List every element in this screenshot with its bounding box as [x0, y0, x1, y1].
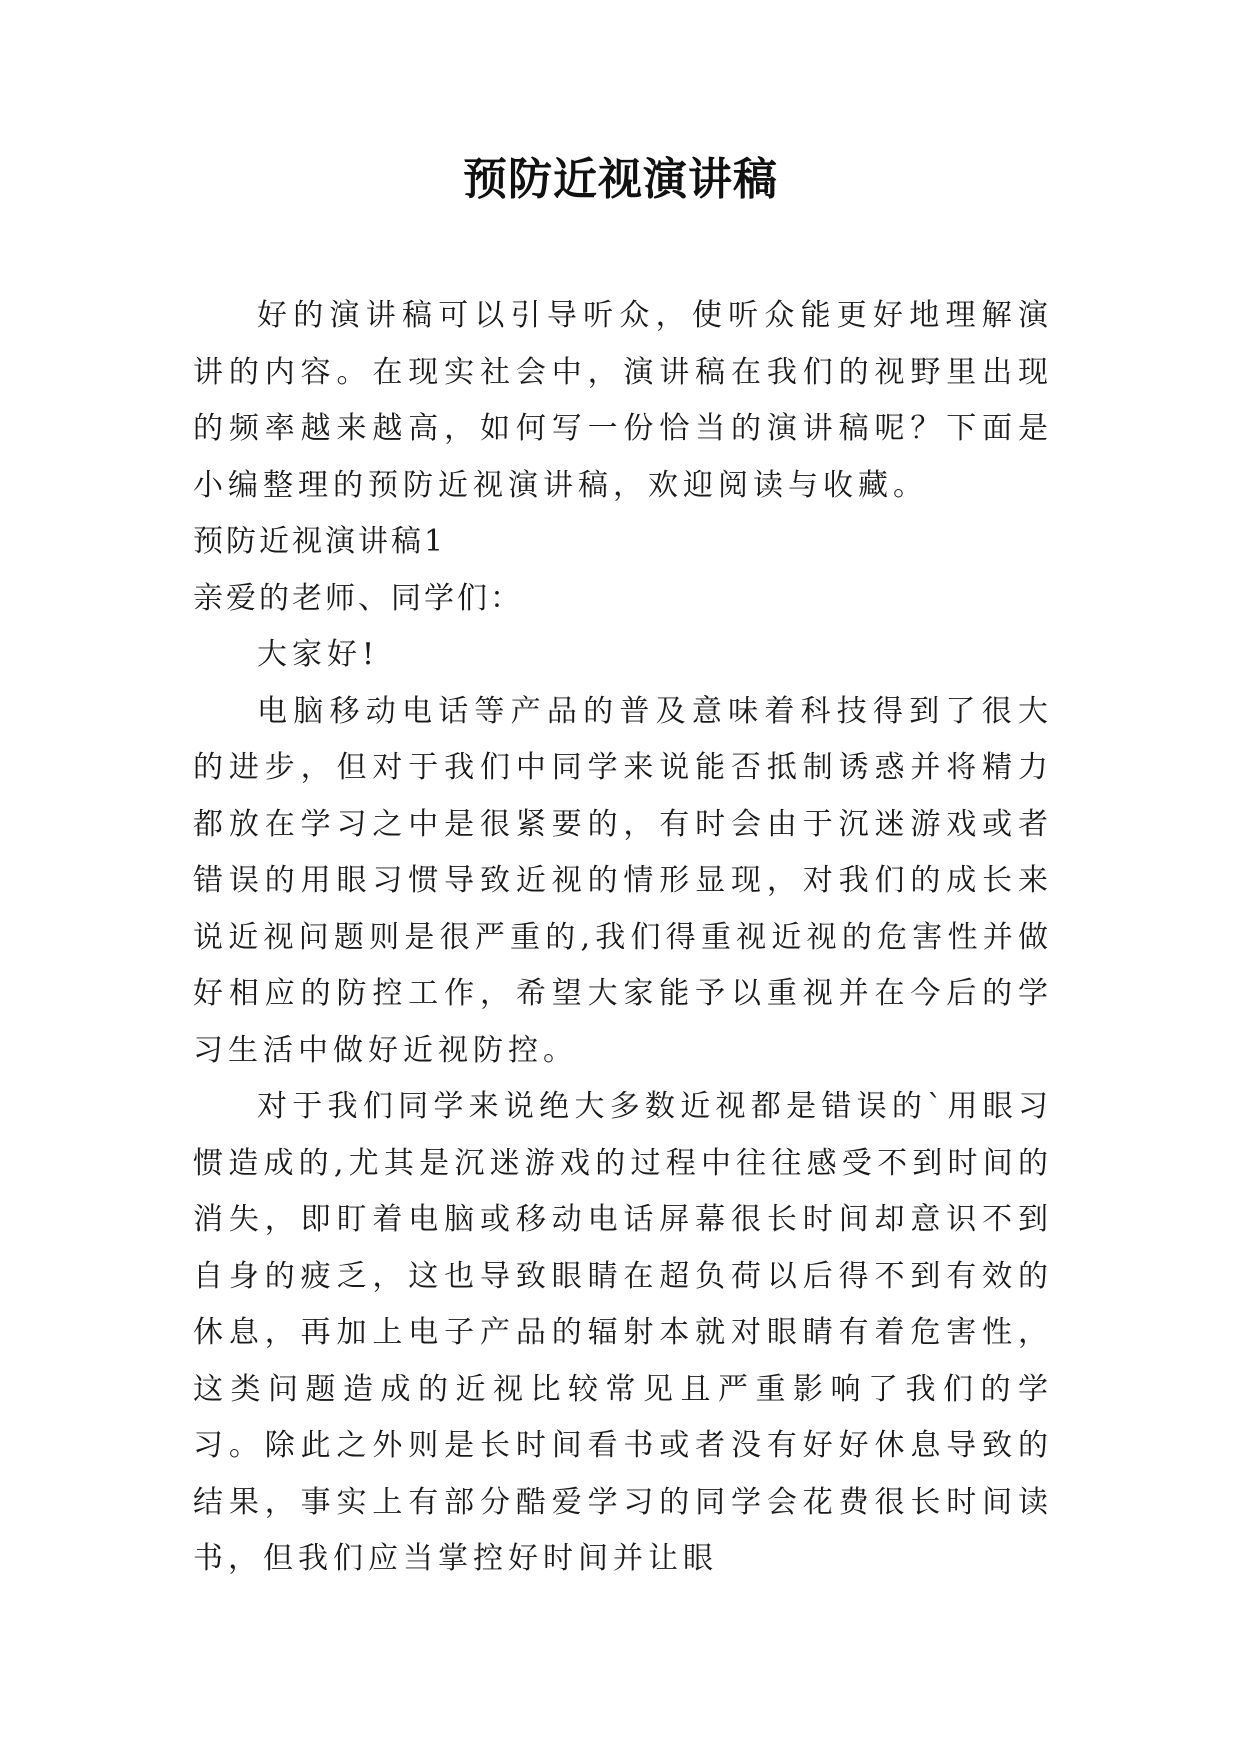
greeting: 大家好! [257, 637, 380, 672]
document-title: 预防近视演讲稿 [463, 154, 778, 205]
document-body [193, 288, 1053, 1588]
body-paragraph-1: 电脑移动电话等产品的普及意味着科技得到了很大的进步，但对于我们中同学来说能否抵制诱惑并将精力都放在学习之中是很紧要的，有时会由于沉迷游戏或者错误的用眼习惯导致近视的情形显现，对我们的成长来说近视问题则是很严重的,我们得重视近视的危害性并做好相应的防控工作，希望大家能予以重视并在今后的学习生活中做好近视防控。 [193, 693, 1053, 1068]
salutation: 亲爱的老师、同学们： [193, 580, 523, 616]
intro-paragraph: 好的演讲稿可以引导听众，使听众能更好地理解演讲的内容。在现实社会中，演讲稿在我们的视野里出现的频率越来越高，如何写一份恰当的演讲稿呢？下面是小编整理的预防近视演讲稿，欢迎阅读与收藏。 [193, 298, 1053, 503]
body-paragraph-2: 对于我们同学来说绝大多数近视都是错误的`用眼习惯造成的,尤其是沉迷游戏的过程中往往感受不到时间的消失，即盯着电脑或移动电话屏幕很长时间却意识不到自身的疲乏，这也导致眼睛在超负荷以后得不到有效的休息，再加上电子产品的辐射本就对眼睛有着危害性，这类问题造成的近视比较常见且严重影响了我们的学习。除此之外则是长时间看书或者没有好好休息导致的结果，事实上有部分酷爱学习的同学会花费很长时间读书，但我们应当掌控好时间并让眼 [193, 1089, 1053, 1576]
section-heading: 预防近视演讲稿1 [193, 524, 447, 559]
